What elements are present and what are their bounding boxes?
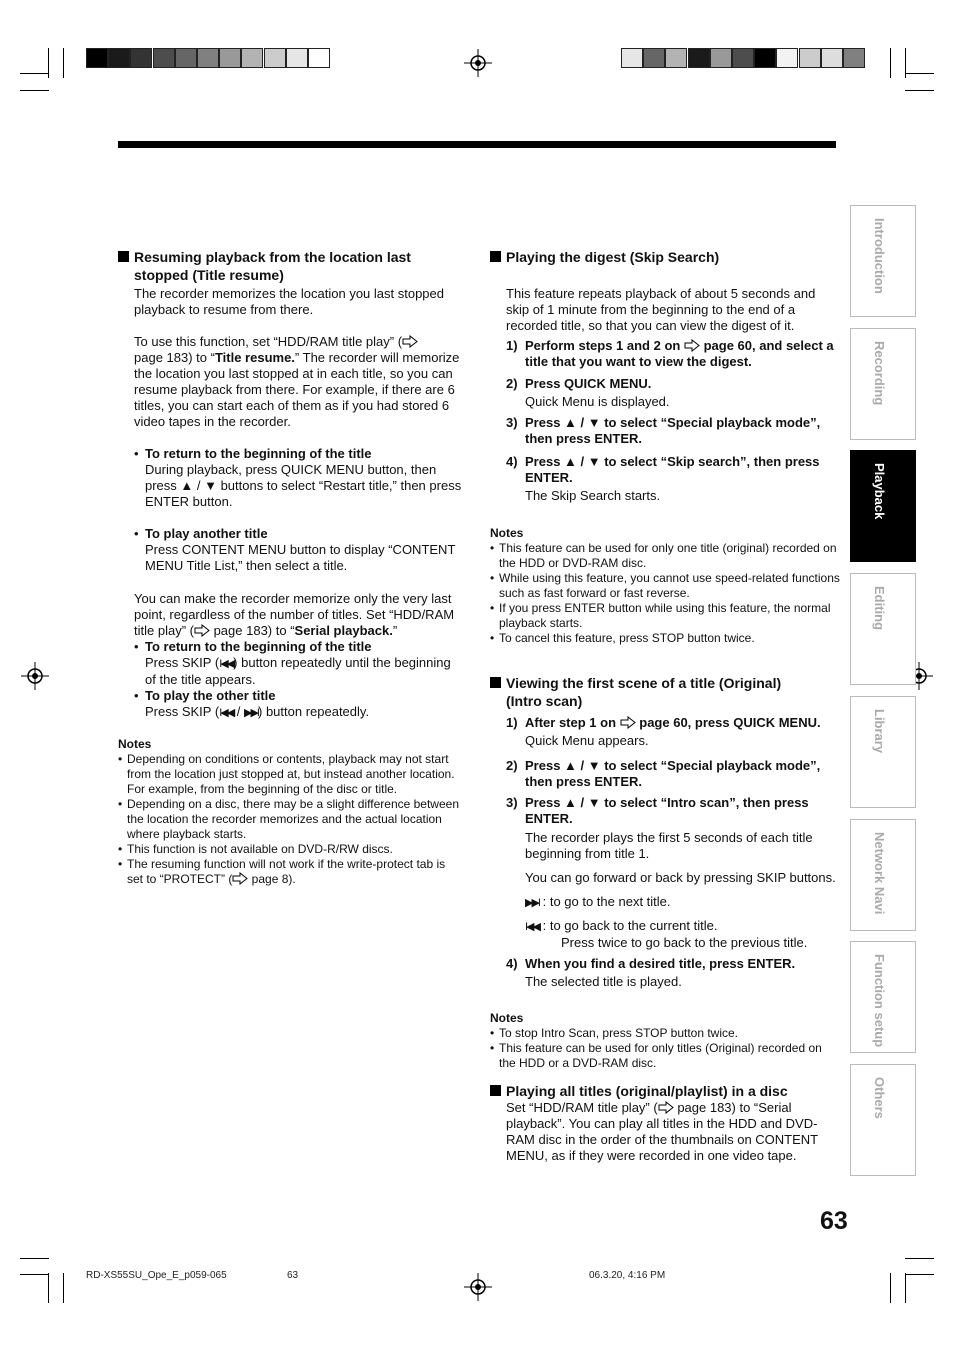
skip-back-icon: I◀◀ [219,658,234,670]
list-item: • To return to the beginning of the title Press SKIP (I◀◀) button repeatedly until the beginning of the title appears. [134,639,451,687]
tab-label: Editing [872,586,887,631]
step-item: 1) Perform steps 1 and 2 on page 60, and select a title that you want to view the digest. [506,338,834,369]
note-item: • This feature can be used for only titles (Original) recorded on the HDD or a DVD-RAM disc. [490,1041,840,1071]
notes-list [490,1026,840,1071]
notes-list [118,752,464,857]
color-swatch [108,48,130,68]
note-item: • This function is not available on DVD-R/RW discs. [118,842,464,857]
color-swatch [197,48,219,68]
color-swatch [241,48,263,68]
registration-mark-bottom-icon [464,1273,492,1301]
tab-others[interactable] [850,1064,916,1176]
tab-network-navi[interactable] [850,819,916,931]
tab-label: Library [872,708,887,753]
paragraph: The recorder memorizes the location you last stopped playback to resume from there. [134,286,444,317]
step-item: 4) When you find a desired title, press ENTER. [506,956,796,971]
notes-heading: Notes [118,737,152,751]
tab-recording[interactable] [850,328,916,440]
left-column [118,248,464,887]
tab-editing[interactable] [850,573,916,685]
color-swatch [776,48,798,68]
skip-forward-icon: ▶▶I [525,897,539,909]
tab-function-setup[interactable] [850,941,916,1053]
color-swatch [621,48,643,68]
page-reference-arrow-icon [194,624,210,637]
color-swatch [308,48,330,68]
skip-back-line-2: Press twice to go back to the previous title. [561,935,808,950]
tab-library[interactable] [850,696,916,808]
section-heading-skip-search: Playing the digest (Skip Search) [490,248,840,266]
list-item: • To play another title Press CONTENT MENU button to display “CONTENT MENU Title List,” then select a title. [134,526,456,573]
paragraph: This feature repeats playback of about 5 seconds and skip of 1 minute from the beginning to the end of a recorded title, so that you can view the digest of it. [506,286,816,333]
color-swatch [153,48,175,68]
skip-back-icon: I◀◀ [219,707,234,719]
color-swatch [821,48,843,68]
note-item: • While using this feature, you cannot use speed-related functions such as fast forward or fast reverse. [490,571,840,601]
color-swatch [665,48,687,68]
skip-next-line: ▶▶I : to go to the next title. [525,894,671,909]
tab-label: Others [872,1076,887,1119]
step-item: 4) Press ▲ / ▼ to select “Skip search”, then press ENTER. [506,454,820,485]
step-result: The selected title is played. [525,974,682,989]
tab-label: Introduction [872,218,887,294]
note-item: • If you press ENTER button while using this feature, the normal playback starts. [490,601,840,631]
page-reference-arrow-icon [232,872,248,885]
list-item: • To play the other title Press SKIP (I◀◀ / ▶▶I) button repeatedly. [134,688,370,719]
tab-label: Playback [872,463,887,520]
step-item: 3) Press ▲ / ▼ to select “Intro scan”, then press ENTER. [506,795,809,826]
color-swatch [710,48,732,68]
step-result: Quick Menu appears. [525,733,649,748]
section-heading-title-resume: Resuming playback from the location last stopped (Title resume) [118,248,464,284]
page-reference-arrow-icon [684,339,700,352]
color-swatch [643,48,665,68]
step-result: Quick Menu is displayed. [525,394,670,409]
footer-page: 63 [287,1270,299,1281]
registration-mark-top-icon [464,49,492,77]
notes-list [490,541,840,646]
tab-label: Network Navi [872,831,887,914]
skip-forward-icon: ▶▶I [244,707,258,719]
page-reference-arrow-icon [620,716,636,729]
page-reference-arrow-icon [402,335,418,348]
color-swatch [130,48,152,68]
note-item: • Depending on conditions or contents, playback may not start from the location just stopped at, but instead another location. For example, from the beginning of the disc or title. [118,752,464,797]
page-number: 63 [820,1207,848,1235]
color-swatch [219,48,241,68]
tab-label: Function setup [872,954,887,1048]
header-rule [118,141,836,148]
color-swatch [754,48,776,68]
color-swatch [688,48,710,68]
section-heading-intro-scan: Viewing the first scene of a title (Original) (Intro scan) [490,674,840,710]
color-swatch [286,48,308,68]
tab-introduction[interactable] [850,205,916,317]
section-heading-play-all: Playing all titles (original/playlist) in a disc [490,1082,840,1100]
color-swatch [799,48,821,68]
step-result: The Skip Search starts. [525,488,661,503]
note-item: • This feature can be used for only one title (original) recorded on the HDD or DVD-RAM disc. [490,541,840,571]
color-swatch [175,48,197,68]
color-swatch [86,48,108,68]
step-item: 2) Press ▲ / ▼ to select “Special playback mode”, then press ENTER. [506,758,821,789]
step-item: 1) After step 1 on page 60, press QUICK MENU. [506,715,821,730]
notes-heading: Notes [490,526,524,540]
paragraph: To use this function, set “HDD/RAM title play” ( page 183) to “Title resume.” The recorder will memorize the location you last stopped at in each title, so you can resume playback from there. For example, if there are 6 titles, you can start each of them as if you had stored 6 video tapes in the recorder. [134,334,460,429]
note-item: • Depending on a disc, there may be a slight difference between the location the recorder memorizes and the actual location where playback starts. [118,797,464,842]
note-item: • To stop Intro Scan, press STOP button twice. [490,1026,840,1041]
paragraph: You can make the recorder memorize only the very last point, regardless of the number of titles. Set “HDD/RAM title play” ( page 183) to “Serial playback.” [134,591,455,638]
note-item: • To cancel this feature, press STOP button twice. [490,631,840,646]
skip-back-icon: I◀◀ [525,921,539,933]
step-result: The recorder plays the first 5 seconds of each title beginning from title 1. [525,830,813,861]
color-swatch [843,48,865,68]
footer-date: 06.3.20, 4:16 PM [589,1270,666,1281]
list-item: • To return to the beginning of the title During playback, press QUICK MENU button, then press ▲ / ▼ buttons to select “Restart title,” then press ENTER button. [134,446,462,509]
note-item: • The resuming function will not work if the write-protect tab is set to “PROTECT” ( page 8). [118,857,464,887]
step-item: 3) Press ▲ / ▼ to select “Special playback mode”, then press ENTER. [506,415,821,446]
color-swatch [732,48,754,68]
page-reference-arrow-icon [658,1101,674,1114]
tab-playback[interactable] [850,450,916,562]
right-column [490,248,840,1164]
tab-label: Recording [872,340,887,405]
paragraph: Set “HDD/RAM title play” ( page 183) to “Serial playback”. You can play all titles in the HDD and DVD-RAM disc in the order of the thumbnails on CONTENT MENU, as if they were recorded in one video tape. [506,1100,818,1163]
registration-mark-left-icon [21,662,49,690]
step-item: 2) Press QUICK MENU. [506,376,652,391]
notes-heading: Notes [490,1011,524,1025]
skip-back-line: I◀◀ : to go back to the current title. [525,918,718,933]
color-swatch [264,48,286,68]
footer-file: RD-XS55SU_Ope_E_p059-065 [86,1270,227,1281]
step-result: You can go forward or back by pressing SKIP buttons. [525,870,836,885]
